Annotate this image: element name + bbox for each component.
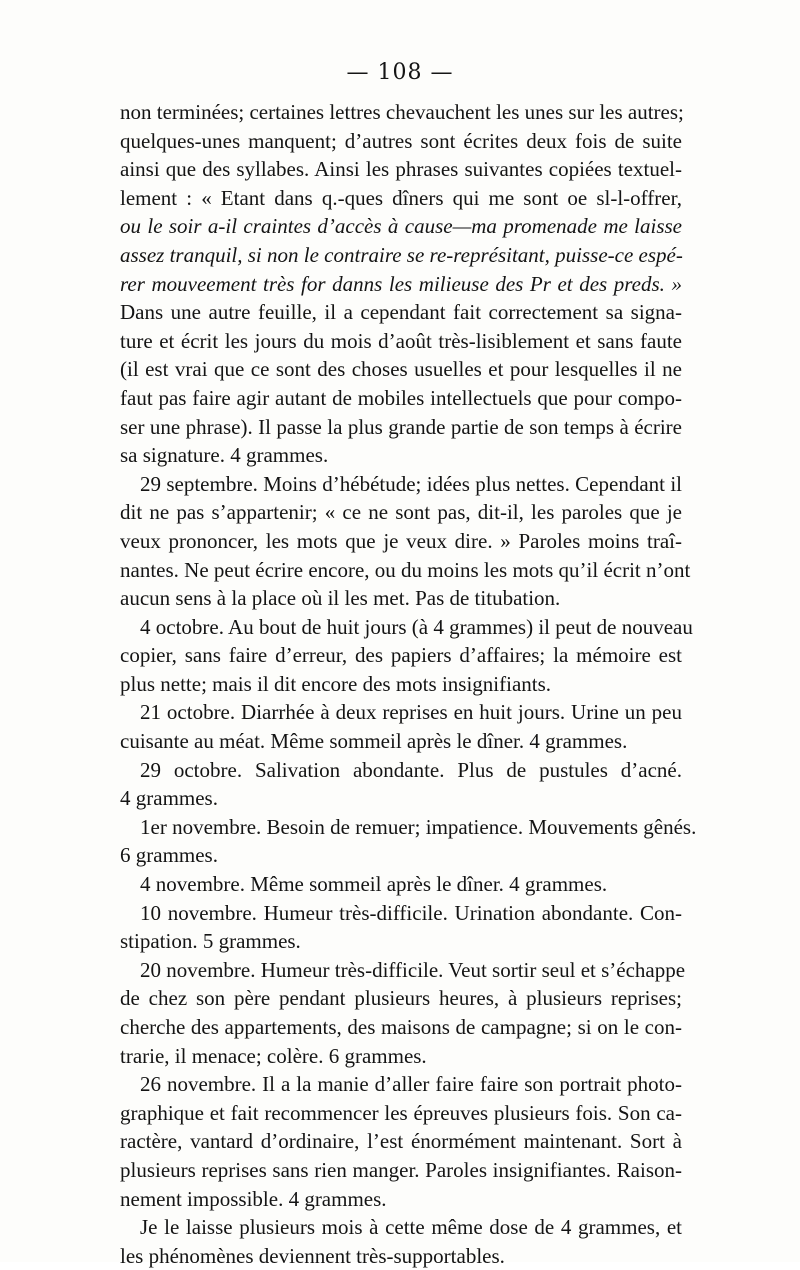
text-line: 4 grammes. bbox=[120, 786, 218, 811]
text-line: 1er novembre. Besoin de remuer; impatience. Mouvements gênés. bbox=[140, 814, 697, 839]
text-line: 29 octobre. Salivation abondante. Plus de pustules d’acné. bbox=[140, 757, 682, 782]
text-line: nantes. Ne peut écrire encore, ou du moins les mots qu’il écrit n’ont bbox=[120, 557, 691, 582]
text-line: 21 octobre. Diarrhée à deux reprises en huit jours. Urine un peu bbox=[140, 700, 682, 725]
text-line: 6 grammes. bbox=[120, 843, 218, 868]
text-line: ou le soir a-il craintes d’accès à cause—ma promenade me laisse bbox=[120, 214, 682, 239]
text-line: aucun sens à la place où il les met. Pas de titubation. bbox=[120, 586, 561, 611]
text-line: 20 novembre. Humeur très-difficile. Veut sortir seul et s’échappe bbox=[140, 957, 686, 982]
text-line: 10 novembre. Humeur très-difficile. Urination abondante. Con- bbox=[140, 900, 682, 925]
text-line: (il est vrai que ce sont des choses usuelles et pour lesquelles il ne bbox=[120, 357, 682, 382]
text-line: de chez son père pendant plusieurs heures, à plusieurs reprises; bbox=[120, 986, 682, 1011]
text-line: stipation. 5 grammes. bbox=[120, 929, 301, 954]
text-line: 29 septembre. Moins d’hébétude; idées plus nettes. Cependant il bbox=[140, 471, 682, 496]
text-line: rer mouveement très for danns les milieuse des Pr et des preds. » bbox=[120, 271, 682, 296]
text-line: Je le laisse plusieurs mois à cette même dose de 4 grammes, et bbox=[140, 1215, 682, 1240]
text-line: ser une phrase). Il passe la plus grande partie de son temps à écrire bbox=[120, 414, 682, 439]
text-line: Dans une autre feuille, il a cependant fait correctement sa signa- bbox=[120, 300, 682, 325]
text-line: non terminées; certaines lettres chevauchent les unes sur les autres; bbox=[120, 100, 684, 124]
text-line: plusieurs reprises sans rien manger. Paroles insignifiantes. Raison- bbox=[120, 1157, 682, 1182]
text-line: graphique et fait recommencer les épreuves plusieurs fois. Son ca- bbox=[120, 1100, 682, 1125]
text-line: lement : « Etant dans q.-ques dîners qui me sont oe sl-l-offrer, bbox=[120, 185, 682, 210]
text-line: faut pas faire agir autant de mobiles intellectuels que pour compo- bbox=[120, 385, 682, 410]
text-line: copier, sans faire d’erreur, des papiers d’affaires; la mémoire est bbox=[120, 643, 682, 668]
text-line: dit ne pas s’appartenir; « ce ne sont pas, dit-il, les paroles que je bbox=[120, 500, 682, 525]
page-number: — 108 — bbox=[346, 60, 454, 85]
text-line: ainsi que des syllabes. Ainsi les phrases suivantes copiées textuel- bbox=[120, 157, 682, 182]
text-line: assez tranquil, si non le contraire se re-représitant, puisse-ce espé- bbox=[120, 242, 683, 267]
text-line: sa signature. 4 grammes. bbox=[120, 443, 329, 468]
body-text bbox=[120, 98, 697, 1270]
text-line: les phénomènes deviennent très-supportables. bbox=[120, 1243, 505, 1268]
text-line: 4 octobre. Au bout de huit jours (à 4 grammes) il peut de nouveau bbox=[140, 614, 693, 639]
text-line: cuisante au méat. Même sommeil après le dîner. 4 grammes. bbox=[120, 729, 628, 754]
text-line: ture et écrit les jours du mois d’août très-lisiblement et sans faute bbox=[120, 328, 682, 353]
text-line: plus nette; mais il dit encore des mots insignifiants. bbox=[120, 671, 552, 696]
text-line: 26 novembre. Il a la manie d’aller faire faire son portrait photo- bbox=[140, 1072, 682, 1097]
text-line: nement impossible. 4 grammes. bbox=[120, 1186, 387, 1211]
text-line: veux prononcer, les mots que je veux dire. » Paroles moins traî- bbox=[120, 528, 682, 553]
text-line: trarie, il menace; colère. 6 grammes. bbox=[120, 1043, 427, 1068]
text-line: quelques-unes manquent; d’autres sont écrites deux fois de suite bbox=[120, 128, 682, 153]
text-line: 4 novembre. Même sommeil après le dîner. 4 grammes. bbox=[140, 872, 608, 897]
text-line: ractère, vantard d’ordinaire, l’est énormément maintenant. Sort à bbox=[120, 1129, 682, 1154]
text-line: cherche des appartements, des maisons de campagne; si on le con- bbox=[120, 1015, 682, 1039]
